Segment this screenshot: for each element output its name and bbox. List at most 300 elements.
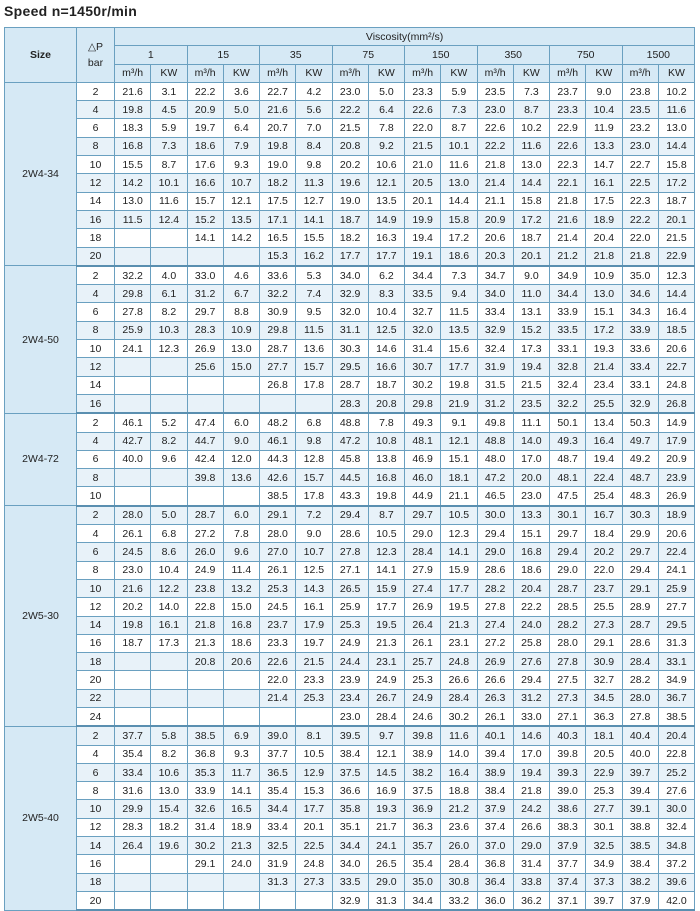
value-cell: 9.7 — [368, 726, 404, 745]
table-row — [5, 210, 695, 228]
value-cell: 4.0 — [151, 266, 187, 285]
value-cell: 5.9 — [151, 119, 187, 137]
value-cell: 22.2 — [187, 82, 223, 100]
value-cell — [223, 394, 259, 413]
value-cell: 21.1 — [477, 192, 513, 210]
value-cell: 46.5 — [477, 487, 513, 506]
value-cell: 29.5 — [332, 358, 368, 376]
value-cell: 27.0 — [260, 543, 296, 561]
value-cell: 22.2 — [332, 101, 368, 119]
value-cell: 20.1 — [658, 210, 694, 228]
value-cell: 4.2 — [296, 82, 332, 100]
value-cell: 39.3 — [550, 763, 586, 781]
value-cell: 12.1 — [368, 745, 404, 763]
value-cell — [115, 247, 151, 266]
value-cell: 26.9 — [405, 598, 441, 616]
value-cell: 19.3 — [586, 340, 622, 358]
value-cell: 13.0 — [513, 156, 549, 174]
value-cell: 10.4 — [368, 303, 404, 321]
value-cell: 20.4 — [658, 726, 694, 745]
value-cell: 39.8 — [550, 745, 586, 763]
value-cell: 19.8 — [441, 376, 477, 394]
value-cell: 26.1 — [115, 525, 151, 543]
value-cell: 22.6 — [260, 653, 296, 671]
value-cell: 31.6 — [115, 782, 151, 800]
value-cell: 17.5 — [586, 192, 622, 210]
value-cell: 10.3 — [151, 321, 187, 339]
value-cell: 34.9 — [550, 266, 586, 285]
value-cell: 49.7 — [622, 432, 658, 450]
value-cell: 35.0 — [405, 873, 441, 891]
value-cell: 16.6 — [368, 358, 404, 376]
table-row — [5, 266, 695, 285]
value-cell: 20.1 — [513, 247, 549, 266]
table-row — [5, 192, 695, 210]
value-cell: 29.4 — [550, 543, 586, 561]
value-cell: 24.5 — [115, 543, 151, 561]
value-cell: 24.1 — [658, 561, 694, 579]
value-cell: 34.9 — [586, 855, 622, 873]
value-cell: 18.9 — [586, 210, 622, 228]
pressure-cell: 14 — [77, 192, 115, 210]
value-cell: 25.5 — [586, 394, 622, 413]
value-cell: 23.3 — [296, 671, 332, 689]
viscosity-value: 350 — [477, 46, 550, 64]
value-cell: 18.1 — [441, 469, 477, 487]
value-cell: 21.4 — [586, 358, 622, 376]
table-row — [5, 376, 695, 394]
size-header: Size — [5, 28, 77, 83]
value-cell: 10.9 — [223, 321, 259, 339]
value-cell: 12.0 — [223, 450, 259, 468]
value-cell: 14.7 — [586, 156, 622, 174]
value-cell: 9.3 — [223, 156, 259, 174]
value-cell: 37.4 — [550, 873, 586, 891]
value-cell: 28.3 — [187, 321, 223, 339]
value-cell: 32.9 — [332, 891, 368, 910]
value-cell: 33.9 — [187, 782, 223, 800]
value-cell: 46.1 — [260, 432, 296, 450]
value-cell — [223, 247, 259, 266]
value-cell: 21.3 — [223, 837, 259, 855]
value-cell — [260, 394, 296, 413]
value-cell — [260, 707, 296, 726]
value-cell: 18.7 — [115, 634, 151, 652]
value-cell: 28.0 — [260, 525, 296, 543]
value-cell: 32.4 — [477, 340, 513, 358]
value-cell: 25.3 — [296, 689, 332, 707]
table-row — [5, 634, 695, 652]
value-cell: 28.3 — [332, 394, 368, 413]
value-cell: 27.2 — [187, 525, 223, 543]
value-cell: 26.5 — [332, 579, 368, 597]
value-cell: 34.8 — [658, 837, 694, 855]
value-cell: 33.4 — [622, 358, 658, 376]
value-cell: 14.6 — [368, 340, 404, 358]
value-cell: 14.6 — [513, 726, 549, 745]
value-cell: 23.9 — [332, 671, 368, 689]
value-cell: 27.4 — [405, 579, 441, 597]
value-cell: 13.6 — [296, 340, 332, 358]
value-cell: 18.4 — [586, 525, 622, 543]
value-cell: 27.8 — [477, 598, 513, 616]
value-cell: 18.9 — [223, 818, 259, 836]
value-cell: 25.5 — [586, 598, 622, 616]
value-cell: 33.6 — [622, 340, 658, 358]
value-cell: 16.2 — [296, 247, 332, 266]
table-row — [5, 229, 695, 247]
value-cell: 15.3 — [260, 247, 296, 266]
value-cell: 45.8 — [332, 450, 368, 468]
value-cell: 22.8 — [187, 598, 223, 616]
value-cell: 38.2 — [405, 763, 441, 781]
value-cell: 19.6 — [332, 174, 368, 192]
value-cell: 18.6 — [441, 247, 477, 266]
value-cell: 16.8 — [115, 137, 151, 155]
value-cell: 18.7 — [513, 229, 549, 247]
value-cell: 36.6 — [332, 782, 368, 800]
value-cell: 33.2 — [441, 891, 477, 910]
value-cell: 33.0 — [187, 266, 223, 285]
value-cell: 24.5 — [260, 598, 296, 616]
power-unit: KW — [223, 64, 259, 82]
value-cell: 33.1 — [658, 653, 694, 671]
bar-unit-label: bar — [87, 56, 104, 69]
value-cell: 30.9 — [586, 653, 622, 671]
value-cell: 21.3 — [187, 634, 223, 652]
value-cell: 24.6 — [405, 707, 441, 726]
value-cell: 29.1 — [260, 506, 296, 525]
value-cell: 25.3 — [332, 616, 368, 634]
value-cell: 29.0 — [550, 561, 586, 579]
pressure-cell: 16 — [77, 634, 115, 652]
value-cell — [115, 855, 151, 873]
value-cell: 34.4 — [405, 266, 441, 285]
value-cell: 5.0 — [368, 82, 404, 100]
value-cell: 18.7 — [658, 192, 694, 210]
viscosity-value: 1 — [115, 46, 188, 64]
value-cell: 23.6 — [441, 818, 477, 836]
value-cell: 26.0 — [441, 837, 477, 855]
value-cell: 18.6 — [187, 137, 223, 155]
value-cell: 15.9 — [368, 579, 404, 597]
value-cell: 11.3 — [296, 174, 332, 192]
value-cell: 16.1 — [151, 616, 187, 634]
value-cell: 31.2 — [187, 285, 223, 303]
value-cell: 21.3 — [368, 634, 404, 652]
value-cell: 21.8 — [550, 192, 586, 210]
value-cell: 18.3 — [115, 119, 151, 137]
value-cell: 22.3 — [550, 156, 586, 174]
value-cell: 38.2 — [622, 873, 658, 891]
value-cell: 18.2 — [151, 818, 187, 836]
value-cell: 28.0 — [550, 634, 586, 652]
value-cell: 40.4 — [622, 726, 658, 745]
value-cell: 5.6 — [296, 101, 332, 119]
value-cell: 24.9 — [332, 634, 368, 652]
value-cell: 19.4 — [405, 229, 441, 247]
value-cell: 13.2 — [223, 579, 259, 597]
table-row — [5, 156, 695, 174]
table-row — [5, 247, 695, 266]
value-cell: 13.5 — [223, 210, 259, 228]
value-cell: 29.4 — [477, 525, 513, 543]
value-cell: 17.8 — [296, 376, 332, 394]
value-cell: 30.0 — [658, 800, 694, 818]
value-cell: 38.5 — [187, 726, 223, 745]
value-cell: 48.1 — [405, 432, 441, 450]
value-cell: 19.4 — [513, 358, 549, 376]
value-cell — [151, 229, 187, 247]
value-cell: 27.6 — [513, 653, 549, 671]
value-cell: 21.5 — [296, 653, 332, 671]
value-cell: 14.2 — [115, 174, 151, 192]
value-cell — [115, 358, 151, 376]
value-cell: 35.4 — [260, 782, 296, 800]
value-cell: 13.0 — [441, 174, 477, 192]
pressure-cell: 2 — [77, 413, 115, 432]
value-cell: 8.7 — [368, 506, 404, 525]
flow-unit: m³/h — [550, 64, 586, 82]
value-cell: 34.0 — [332, 266, 368, 285]
pressure-cell: 14 — [77, 616, 115, 634]
table-row — [5, 616, 695, 634]
value-cell: 11.5 — [115, 210, 151, 228]
value-cell: 31.9 — [477, 358, 513, 376]
table-row — [5, 763, 695, 781]
value-cell: 21.5 — [658, 229, 694, 247]
value-cell: 9.5 — [296, 303, 332, 321]
value-cell: 48.8 — [477, 432, 513, 450]
value-cell: 27.2 — [477, 634, 513, 652]
value-cell — [223, 873, 259, 891]
value-cell: 24.9 — [187, 561, 223, 579]
value-cell: 31.2 — [477, 394, 513, 413]
pressure-cell: 6 — [77, 450, 115, 468]
value-cell: 26.6 — [477, 671, 513, 689]
value-cell: 27.3 — [296, 873, 332, 891]
value-cell: 16.5 — [223, 800, 259, 818]
value-cell: 9.6 — [151, 450, 187, 468]
value-cell: 21.3 — [441, 616, 477, 634]
table-row — [5, 394, 695, 413]
value-cell: 14.1 — [296, 210, 332, 228]
value-cell: 12.7 — [296, 192, 332, 210]
value-cell: 30.7 — [405, 358, 441, 376]
value-cell: 28.2 — [550, 616, 586, 634]
value-cell: 22.7 — [658, 358, 694, 376]
value-cell: 13.5 — [368, 192, 404, 210]
value-cell: 3.1 — [151, 82, 187, 100]
value-cell: 37.9 — [477, 800, 513, 818]
value-cell: 21.4 — [260, 689, 296, 707]
value-cell: 22.0 — [586, 561, 622, 579]
value-cell: 23.0 — [622, 137, 658, 155]
value-cell: 37.5 — [405, 782, 441, 800]
value-cell: 32.4 — [658, 818, 694, 836]
value-cell: 14.9 — [368, 210, 404, 228]
value-cell: 15.7 — [296, 469, 332, 487]
value-cell: 26.6 — [513, 818, 549, 836]
value-cell: 39.6 — [658, 873, 694, 891]
table-row — [5, 303, 695, 321]
value-cell — [223, 487, 259, 506]
value-cell: 34.3 — [622, 303, 658, 321]
value-cell: 50.1 — [550, 413, 586, 432]
value-cell: 40.0 — [115, 450, 151, 468]
power-unit: KW — [586, 64, 622, 82]
value-cell: 25.9 — [115, 321, 151, 339]
size-cell: 2W4-34 — [5, 82, 77, 265]
pressure-cell: 10 — [77, 487, 115, 506]
value-cell: 10.1 — [441, 137, 477, 155]
value-cell: 20.4 — [513, 579, 549, 597]
value-cell: 48.3 — [622, 487, 658, 506]
value-cell: 20.2 — [586, 543, 622, 561]
value-cell: 32.5 — [260, 837, 296, 855]
value-cell: 21.6 — [550, 210, 586, 228]
value-cell: 13.3 — [513, 506, 549, 525]
table-row — [5, 873, 695, 891]
value-cell: 27.3 — [586, 616, 622, 634]
value-cell: 11.6 — [658, 101, 694, 119]
value-cell: 40.3 — [550, 726, 586, 745]
table-row — [5, 818, 695, 836]
pressure-cell: 12 — [77, 358, 115, 376]
value-cell: 10.2 — [513, 119, 549, 137]
value-cell: 5.0 — [151, 506, 187, 525]
value-cell: 19.8 — [368, 487, 404, 506]
value-cell: 10.2 — [658, 82, 694, 100]
value-cell — [187, 376, 223, 394]
value-cell: 37.3 — [586, 873, 622, 891]
value-cell: 11.9 — [586, 119, 622, 137]
value-cell: 8.7 — [151, 156, 187, 174]
value-cell: 17.0 — [513, 450, 549, 468]
value-cell: 38.5 — [260, 487, 296, 506]
table-row — [5, 358, 695, 376]
pressure-cell: 4 — [77, 101, 115, 119]
table-row — [5, 671, 695, 689]
value-cell: 21.8 — [187, 616, 223, 634]
value-cell: 29.0 — [368, 873, 404, 891]
value-cell: 29.1 — [187, 855, 223, 873]
value-cell: 17.9 — [296, 616, 332, 634]
pressure-cell: 2 — [77, 82, 115, 100]
value-cell: 29.9 — [622, 525, 658, 543]
value-cell: 38.5 — [622, 837, 658, 855]
value-cell: 15.7 — [187, 192, 223, 210]
value-cell: 17.5 — [260, 192, 296, 210]
value-cell: 16.9 — [368, 782, 404, 800]
pressure-cell: 10 — [77, 156, 115, 174]
value-cell: 15.0 — [223, 598, 259, 616]
value-cell: 28.0 — [622, 689, 658, 707]
value-cell: 32.5 — [586, 837, 622, 855]
value-cell: 30.8 — [441, 873, 477, 891]
value-cell: 34.0 — [477, 285, 513, 303]
value-cell — [187, 671, 223, 689]
value-cell: 21.5 — [405, 137, 441, 155]
value-cell: 7.3 — [513, 82, 549, 100]
value-cell: 17.1 — [260, 210, 296, 228]
table-row — [5, 782, 695, 800]
value-cell: 14.2 — [223, 229, 259, 247]
value-cell: 6.1 — [151, 285, 187, 303]
value-cell: 31.3 — [368, 891, 404, 910]
value-cell: 13.1 — [513, 303, 549, 321]
value-cell: 11.5 — [296, 321, 332, 339]
value-cell — [223, 891, 259, 910]
value-cell: 33.4 — [115, 763, 151, 781]
value-cell: 25.4 — [586, 487, 622, 506]
value-cell — [115, 469, 151, 487]
table-row — [5, 561, 695, 579]
value-cell: 28.7 — [260, 340, 296, 358]
value-cell: 16.7 — [586, 506, 622, 525]
value-cell: 33.9 — [550, 303, 586, 321]
value-cell: 22.4 — [658, 543, 694, 561]
value-cell: 28.6 — [622, 634, 658, 652]
value-cell: 32.4 — [550, 376, 586, 394]
value-cell: 37.7 — [550, 855, 586, 873]
value-cell: 39.0 — [550, 782, 586, 800]
pressure-cell: 20 — [77, 671, 115, 689]
value-cell: 5.2 — [151, 413, 187, 432]
value-cell: 42.4 — [187, 450, 223, 468]
value-cell: 23.5 — [477, 82, 513, 100]
value-cell: 31.3 — [260, 873, 296, 891]
value-cell: 11.0 — [513, 285, 549, 303]
value-cell: 15.7 — [296, 358, 332, 376]
value-cell: 26.8 — [260, 376, 296, 394]
value-cell — [187, 394, 223, 413]
value-cell: 12.3 — [441, 525, 477, 543]
value-cell: 33.4 — [260, 818, 296, 836]
value-cell: 28.5 — [550, 598, 586, 616]
value-cell: 33.8 — [513, 873, 549, 891]
value-cell: 13.0 — [223, 340, 259, 358]
value-cell — [115, 376, 151, 394]
value-cell: 23.0 — [513, 487, 549, 506]
value-cell: 25.9 — [332, 598, 368, 616]
value-cell: 18.5 — [658, 321, 694, 339]
value-cell: 28.4 — [441, 855, 477, 873]
value-cell: 17.2 — [658, 174, 694, 192]
value-cell — [115, 653, 151, 671]
power-unit: KW — [296, 64, 332, 82]
value-cell: 22.2 — [513, 598, 549, 616]
value-cell: 27.7 — [260, 358, 296, 376]
value-cell: 15.5 — [115, 156, 151, 174]
value-cell: 29.4 — [332, 506, 368, 525]
value-cell — [115, 229, 151, 247]
value-cell: 28.4 — [441, 689, 477, 707]
flow-unit: m³/h — [260, 64, 296, 82]
value-cell: 12.1 — [368, 174, 404, 192]
pressure-cell: 12 — [77, 598, 115, 616]
value-cell: 21.9 — [441, 394, 477, 413]
page-title: Speed n=1450r/min — [4, 3, 138, 19]
pressure-cell: 6 — [77, 763, 115, 781]
value-cell: 29.5 — [658, 616, 694, 634]
value-cell: 29.0 — [405, 525, 441, 543]
value-cell: 22.0 — [405, 119, 441, 137]
value-cell: 8.2 — [151, 303, 187, 321]
value-cell: 36.4 — [477, 873, 513, 891]
table-row — [5, 469, 695, 487]
value-cell: 27.1 — [332, 561, 368, 579]
